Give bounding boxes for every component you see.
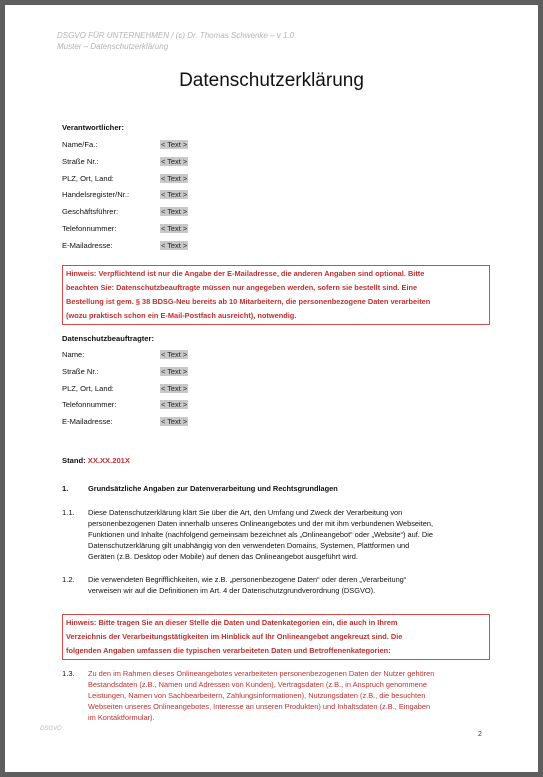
field-label: PLZ, Ort, Land: [62,384,114,393]
text-placeholder[interactable]: < Text > [161,140,188,149]
text-placeholder[interactable]: < Text > [161,384,188,393]
header-line-2: Muster – Datenschutzerklärung [57,42,169,51]
paragraph-line: verweisen wir auf die Definitionen im Art. 4 der Datenschutzgrundverordnung (DSGVO). [88,586,376,595]
paragraph-line: Die verwendeten Begrifflichkeiten, wie z.B. „personenbezogene Daten“ oder deren „Verarbeitung“ [88,575,407,584]
hinweis-line: folgenden Angaben umfassen die typischen verarbeiteten Daten und Betroffenenkategorien: [66,646,391,655]
paragraph-1-1 [88,507,488,562]
section-title: Grundsätzliche Angaben zur Datenverarbeitung und Rechtsgrundlagen [88,484,338,493]
field-label: Telefonnummer: [62,224,117,233]
paragraph-line: Bestandsdaten (z.B., Namen und Adressen von Kunden), Vertragsdaten (z.B., in Anspruch genommene [88,680,427,689]
hinweis-line: Hinweis: Verpflichtend ist nur die Angabe der E-Mailadresse, die anderen Angaben sind optional. Bitte [66,269,425,278]
paragraph-line: Diese Datenschutzerklärung klärt Sie über die Art, den Umfang und Zweck der Verarbeitung von [88,508,403,517]
text-placeholder[interactable]: < Text > [161,224,188,233]
field-label: PLZ, Ort, Land: [62,174,114,183]
text-placeholder[interactable]: < Text > [161,207,188,216]
text-placeholder[interactable]: < Text > [161,241,188,250]
paragraph-line: im Kontaktformular). [88,713,155,722]
paragraph-line: Zu den im Rahmen dieses Onlineangebotes verarbeiteten personenbezogenen Daten der Nutzer gehören [88,669,435,678]
text-placeholder[interactable]: < Text > [161,367,188,376]
paragraph-line: Webseiten unseres Onlineangebotes, Interesse an unseren Produkten) und Inhaltsdaten (z.B., Eingaben [88,702,431,711]
text-placeholder[interactable]: < Text > [161,190,188,199]
section-number: 1. [62,484,69,493]
paragraph-1-2 [88,574,488,596]
stand-line [62,456,130,465]
field-label: Handelsregister/Nr.: [62,190,130,199]
hinweis-line: (wozu praktisch schon ein E-Mail-Postfach ausreicht), notwendig. [66,311,297,320]
paragraph-line: Leistungen, Namen von Sachbearbeitern, Zahlungsinformationen), Nutzungsdaten (z.B., die besuchten [88,691,426,700]
page-title: Datenschutzerklärung [179,70,364,91]
text-placeholder[interactable]: < Text > [161,400,188,409]
text-placeholder[interactable]: < Text > [161,350,188,359]
paragraph-number: 1.3. [62,669,75,678]
header-line-1: DSGVO FÜR UNTERNEHMEN / (c) Dr. Thomas Schwenke – v 1.0 [57,31,295,40]
text-placeholder[interactable]: < Text > [161,417,188,426]
hinweis-box [62,265,490,325]
paragraph-line: Funktionen und Inhalte (nachfolgend gemeinsam bezeichnet als „Onlineangebot“ oder „Website“) auf. Die [88,530,433,539]
field-label: Geschäftsführer: [62,207,119,216]
page-number: 2 [478,731,482,738]
field-label: Name/Fa.: [62,140,98,149]
footer-label: DSGVO [40,726,62,732]
field-label: Straße Nr.: [62,367,99,376]
paragraph-line: Datenschutzerklärung gilt unabhängig von den verwendeten Domains, Systemen, Plattformen und [88,541,410,550]
field-label: Telefonnummer: [62,400,117,409]
field-label: E-Mailadresse: [62,241,113,250]
paragraph-1-3 [88,668,488,723]
text-placeholder[interactable]: < Text > [161,174,188,183]
dsb-heading: Datenschutzbeauftragter: [62,334,154,343]
hinweis-line: beachten Sie: Datenschutzbeauftragte müssen nur angegeben werden, sofern sie bestellt sind. Eine [66,283,418,292]
hinweis-line: Hinweis: Bitte tragen Sie an dieser Stelle die Daten und Datenkategorien ein, die auch in Ihrem [66,618,398,627]
field-label: Straße Nr.: [62,157,99,166]
field-label: E-Mailadresse: [62,417,113,426]
paragraph-line: Geräten (z.B. Desktop oder Mobile) auf denen das Onlineangebot ausgeführt wird. [88,552,358,561]
hinweis-box [62,614,490,660]
stand-date[interactable]: XX.XX.201X [87,456,130,465]
verantwortlicher-heading: Verantwortlicher: [62,123,125,132]
text-placeholder[interactable]: < Text > [161,157,188,166]
hinweis-line: Bestellung ist gem. § 38 BDSG-Neu bereits ab 10 Mitarbeitern, die personenbezogene Daten verarbeiten [66,297,431,306]
stand-label: Stand: [62,456,86,465]
hinweis-line: Verzeichnis der Verarbeitungstätigkeiten im Hinblick auf Ihr Onlineangebot angekreuzt sind. Die [66,632,403,641]
document-header [57,30,294,52]
paragraph-line: personenbezogenen Daten innerhalb unseres Onlineangebotes und der mit ihm verbundenen Webseiten, [88,519,433,528]
paragraph-number: 1.2. [62,575,75,584]
paragraph-number: 1.1. [62,508,75,517]
field-label: Name: [62,350,85,359]
